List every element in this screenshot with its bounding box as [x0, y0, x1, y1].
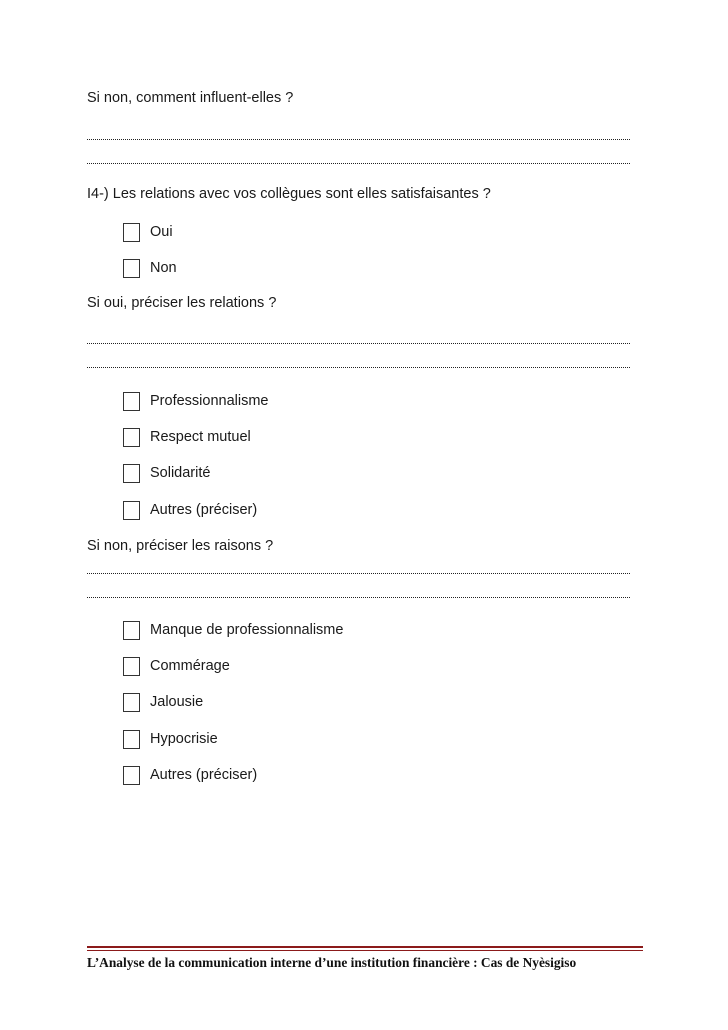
option-label: Professionnalisme — [150, 393, 269, 409]
option-manque-professionnalisme[interactable] — [123, 619, 343, 641]
option-non[interactable] — [123, 257, 177, 279]
option-autres-c[interactable] — [123, 764, 257, 786]
checkbox[interactable] — [123, 428, 140, 447]
checkbox[interactable] — [123, 501, 140, 520]
checkbox[interactable] — [123, 392, 140, 411]
answer-line — [87, 163, 630, 164]
option-label: Respect mutuel — [150, 429, 251, 445]
answer-line — [87, 139, 630, 140]
option-label: Commérage — [150, 658, 230, 674]
option-label: Non — [150, 260, 177, 276]
option-hypocrisie[interactable] — [123, 728, 218, 750]
option-autres-b[interactable] — [123, 499, 257, 521]
checkbox[interactable] — [123, 766, 140, 785]
option-jalousie[interactable] — [123, 691, 203, 713]
question-i4: I4-) Les relations avec vos collègues sont elles satisfaisantes ? — [87, 186, 491, 202]
question-si-oui: Si oui, préciser les relations ? — [87, 295, 277, 311]
checkbox[interactable] — [123, 464, 140, 483]
checkbox[interactable] — [123, 730, 140, 749]
checkbox[interactable] — [123, 259, 140, 278]
checkbox[interactable] — [123, 621, 140, 640]
option-commerage[interactable] — [123, 655, 230, 677]
answer-line — [87, 343, 630, 344]
option-label: Autres (préciser) — [150, 767, 258, 783]
checkbox[interactable] — [123, 693, 140, 712]
option-label: Solidarité — [150, 465, 211, 481]
footer-title: L’Analyse de la communication interne d’une institution financière : Cas de Nyèsigiso — [87, 955, 577, 970]
option-label: Oui — [150, 224, 173, 240]
option-label: Manque de professionnalisme — [150, 622, 344, 638]
option-professionnalisme[interactable] — [123, 390, 268, 412]
answer-line — [87, 597, 630, 598]
question-si-non: Si non, préciser les raisons ? — [87, 538, 274, 554]
checkbox[interactable] — [123, 657, 140, 676]
answer-line — [87, 573, 630, 574]
option-label: Autres (préciser) — [150, 502, 258, 518]
option-label: Jalousie — [150, 694, 204, 710]
option-oui[interactable] — [123, 221, 173, 243]
footer-rule — [87, 950, 643, 951]
option-respect-mutuel[interactable] — [123, 426, 251, 448]
option-solidarite[interactable] — [123, 462, 210, 484]
question-comment-influent: Si non, comment influent-elles ? — [87, 90, 294, 106]
answer-line — [87, 367, 630, 368]
checkbox[interactable] — [123, 223, 140, 242]
footer-rule — [87, 946, 643, 948]
option-label: Hypocrisie — [150, 731, 218, 747]
